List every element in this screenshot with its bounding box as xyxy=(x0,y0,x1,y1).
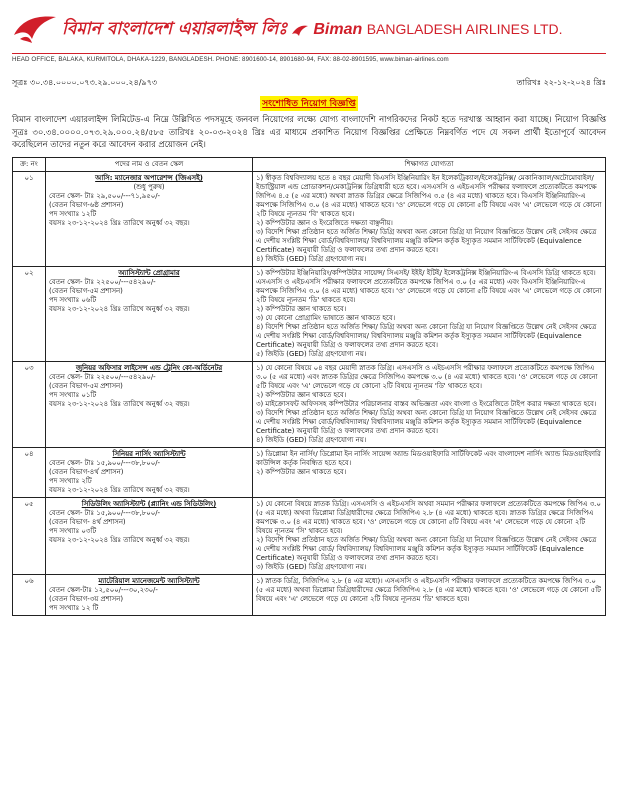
head-office-address: HEAD OFFICE, BALAKA, KURMITOLA, DHAKA-1229, BANGLADESH. PHONE: 8901600-14, 8901680-94, FAX: 88-02-8901595, www.biman-airlines.com xyxy=(12,53,606,63)
row-qualification xyxy=(253,361,606,447)
post-pay-scale: বেতন স্কেল- টাঃ ২২৫০০/---৫৪২৯০/- xyxy=(49,277,156,286)
row-qualification xyxy=(253,447,606,497)
post-age-limit: বয়সঃ ২৩-১২-২০২৪ খ্রিঃ তারিখে অনুর্ধ্ব ৩২ বছর। xyxy=(49,304,190,313)
brand-name-english-rest: BANGLADESH AIRLINES LTD. xyxy=(366,21,563,37)
post-subtitle: (শুধু পুরুষ) xyxy=(133,182,165,191)
row-qualification xyxy=(253,171,606,266)
post-pay-scale: বেতন স্কেল- টাঃ ১৫,৯০০/---৩৮,৮০০/- xyxy=(49,508,161,517)
post-pay-scale: বেতন স্কেল- টাঃ ২২৫০০/---৫৪২৯০/- xyxy=(49,372,156,381)
post-title: ম্যাটেরিয়াল ম্যানেজমেন্ট অ্যাসিস্ট্যান্ট xyxy=(98,576,200,585)
post-vacancy-count: পদ সংখ্যাঃ ২টি xyxy=(49,476,92,485)
row-serial: ০৬ xyxy=(13,574,46,615)
post-title: সিডিউলিং অ্যাসিস্ট্যান্ট (প্ল্যানিং এন্ড সিডিউলিং) xyxy=(81,499,217,508)
qualification-item: ২) কম্পিউটার জ্ঞান থাকতে হবে। xyxy=(256,467,347,476)
row-qualification xyxy=(253,574,606,615)
post-pay-grade: (বেতন বিভাগ-৬ষ্ঠ প্রশাসন) xyxy=(49,200,124,209)
header-serial: ক্র: নং xyxy=(13,157,46,171)
qualification-item: ৩) জিইডি (GED) ডিগ্রি গ্রহণযোগ্য নয়। xyxy=(256,562,367,571)
header-post-name: পদের নাম ও বেতন স্কেল xyxy=(46,157,253,171)
table-row xyxy=(13,574,606,615)
row-post-details xyxy=(46,171,253,266)
post-vacancy-count: পদ সংখ্যাঃ ০৩টি xyxy=(49,526,97,535)
title-wrapper xyxy=(12,91,606,111)
brand-name-bangla: বিমান বাংলাদেশ এয়ারলাইন্স লিঃ xyxy=(62,19,288,39)
post-vacancy-count: পদ সংখ্যাঃ ০৬টি xyxy=(49,295,97,304)
post-age-limit: বয়সঃ ২৩-১২-২০২৪ খ্রিঃ তারিখে অনুর্ধ্ব ৩২ বছর। xyxy=(49,399,190,408)
qualification-item: ১) স্বীকৃত বিশ্ববিদ্যালয় হতে ৪ বছর মেয়াদী বিএসসি ইঞ্জিনিয়ারিং ইন ইলেকট্রিক্যাল/ইলেকট্রনিক্স/ মেকানিক্যাল/অটোমোবাইল/ইন্ডাস্ট্রিয়াল এন্ড প্রোডাকশন/মেকাট্রনিক্স ডিগ্রিধারী হতে হবে। এসএসসি ও এইচএসসি পরীক্ষার ফলাফলে প্রত্যেকটিতে কমপক্ষে জিপিএ ৪.৫ (৫ এর মধ্যে) অথবা স্নাতক ডিগ্রির ক্ষেত্রে সিজিপিএ ৩.৫ (৪ এর মধ্যে) থাকতে হবে। বিএসসি ইঞ্জিনিয়ারিং-এ কমপক্ষে সিজিপিএ ৩.০ (৪ এর মধ্যে) থাকতে হবে। 'ও' লেভেলে গড়ে যে কোনো ৫টি বিষয়ে এবং 'এ' লেভেলে গড়ে যে কোনো ২টি বিষয়ে ন্যূনতম 'বি' থাকতে হবে। xyxy=(256,173,602,218)
table-row xyxy=(13,266,606,361)
post-pay-grade: (বেতন বিভাগ-৩য় প্রশাসন) xyxy=(49,594,124,603)
post-vacancy-count: পদ সংখ্যাঃ ১২ টি xyxy=(49,603,99,612)
row-serial: ০৩ xyxy=(13,361,46,447)
header-qualification: শিক্ষাগত যোগ্যতা xyxy=(253,157,606,171)
qualification-item: ৪) বিদেশি শিক্ষা প্রতিষ্ঠান হতে অর্জিত শিক্ষা/ ডিগ্রি অথবা অন্য কোনো ডিগ্রি যা নিয়োগ বিজ্ঞপ্তিতে উল্লেখ নেই সেইসব ক্ষেত্রে এ দেশীয় সংশ্লিষ্ট শিক্ষা বোর্ড/বিশ্ববিদ্যালয়/ বিশ্ববিদ্যালয় মঞ্জুরি কমিশন কর্তৃক ইস্যুকৃত সমমান সার্টিফিকেট (Equivalence Certificate) অনুযায়ী ডিগ্রি ও ফলাফলের তথ্য প্রদান করতে হবে। xyxy=(256,322,597,349)
qualification-item: ৩) যে কোনো প্রোগ্রামিং ভাষাতে জ্ঞান থাকতে হবে। xyxy=(256,313,396,322)
post-pay-grade: (বেতন বিভাগ-৫ম প্রশাসন) xyxy=(49,381,123,390)
post-vacancy-count: পদ সংখ্যাঃ ১২টি xyxy=(49,209,97,218)
post-pay-grade: (বেতন বিভাগ-৫ম প্রশাসন) xyxy=(49,286,123,295)
post-pay-scale: বেতন স্কেল-টাঃ ১২,৫০০/---৩০,২৩০/- xyxy=(49,585,158,594)
qualification-item: ৫) জিইডি (GED) ডিগ্রি গ্রহণযোগ্য নয়। xyxy=(256,349,367,358)
table-row xyxy=(13,361,606,447)
qualification-item: ২) বিদেশি শিক্ষা প্রতিষ্ঠান হতে অর্জিত শিক্ষা/ ডিগ্রি অথবা অন্য কোনো ডিগ্রি যা নিয়োগ বিজ্ঞপ্তিতে উল্লেখ নেই সেইসব ক্ষেত্রে এ দেশীয় সংশ্লিষ্ট শিক্ষা বোর্ড/ বিশ্ববিদ্যালয়/ বিশ্ববিদ্যালয় মঞ্জুরি কমিশন কর্তৃক ইস্যুকৃত সমমান সার্টিফিকেট (Equivalence Certificate) অনুযায়ী ডিগ্রি ও ফলাফলের তথ্য প্রদান করতে হবে। xyxy=(256,535,597,562)
row-post-details xyxy=(46,361,253,447)
row-post-details xyxy=(46,266,253,361)
post-age-limit: বয়সঃ ২৩-১২-২০২৪ খ্রিঃ তারিখে অনুর্ধ্ব ৩২ বছর। xyxy=(49,485,190,494)
qualification-item: ৩) বিদেশি শিক্ষা প্রতিষ্ঠান হতে অর্জিত শিক্ষা/ ডিগ্রি অথবা অন্য কোনো ডিগ্রি যা নিয়োগ বিজ্ঞপ্তিতে উল্লেখ নেই সেইসব ক্ষেত্রে এ দেশীয় সংশ্লিষ্ট শিক্ষা বোর্ড/বিশ্ববিদ্যালয়/ বিশ্ববিদ্যালয় মঞ্জুরি কমিশন কর্তৃক ইস্যুকৃত সমমান সার্টিফিকেট (Equivalence Certificate) অনুযায়ী ডিগ্রি ও ফলাফলের তথ্য প্রদান করতে হবে। xyxy=(256,408,597,435)
qualification-item: ৩) বিদেশি শিক্ষা প্রতিষ্ঠান হতে অর্জিত শিক্ষা/ ডিগ্রি অথবা অন্য কোনো ডিগ্রি যা নিয়োগ বিজ্ঞপ্তিতে উল্লেখ নেই সেইসব ক্ষেত্রে এ দেশীয় সংশ্লিষ্ট শিক্ষা বোর্ড/বিশ্ববিদ্যালয়/ বিশ্ববিদ্যালয় মঞ্জুরি কমিশন কর্তৃক ইস্যুকৃত সমমান সার্টিফিকেট (Equivalence Certificate) অনুযায়ী ডিগ্রি ও ফলাফলের তথ্য প্রদান করতে হবে। xyxy=(256,227,597,254)
post-pay-grade: (বেতন বিভাগ- ৪র্থ প্রশাসন) xyxy=(49,517,126,526)
posts-table xyxy=(12,157,606,616)
post-pay-scale: বেতন স্কেল- টাঃ ১৫,৯০০/---৩৮,৮০০/- xyxy=(49,458,161,467)
qualification-item: ২) কম্পিউটার জ্ঞান থাকতে হবে। xyxy=(256,304,347,313)
post-age-limit: বয়সঃ ২৩-১২-২০২৪ খ্রিঃ তারিখে অনুর্ধ্ব ৩২ বছর। xyxy=(49,218,190,227)
brand-name-english-bold: Biman xyxy=(313,21,363,38)
intro-paragraph: বিমান বাংলাদেশ এয়ারলাইন্স লিমিটেড-এ নিম্নে উল্লিখিত পদসমূহে জনবল নিয়োগের লক্ষ্যে যোগ্য বাংলাদেশি নাগরিকদের নিকট হতে দরখাস্ত আহ্বান করা যাচ্ছে। নিয়োগ বিজ্ঞপ্তি সূত্রঃ ৩০.৩৪.০০০০.০৭৩.২৯.০০০.২৪/৫৮৫ তারিখঃ ২০-০৩-২০২৪ খ্রিঃ এর মাধ্যমে প্রকাশিত নিয়োগ বিজ্ঞপ্তির প্রেক্ষিতে নিম্নবর্ণিত পদে যে সকল প্রার্থী ইতোপূর্বে আবেদন করেছিলেন তাদের নতুন করে আবেদন করার প্রয়োজন নেই। xyxy=(12,114,606,149)
row-post-details xyxy=(46,447,253,497)
table-row xyxy=(13,497,606,574)
biman-logo-icon xyxy=(12,13,58,47)
notice-date: তারিখঃ ২২-১২-২০২৪ খ্রিঃ xyxy=(516,78,606,87)
qualification-item: ২) কম্পিউটার জ্ঞান ও ইংরেজিতে দক্ষতা বাঞ্ছনীয়। xyxy=(256,218,393,227)
qualification-item: ১) যে কোনো বিষয়ে ০৪ বছর মেয়াদী স্নাতক ডিগ্রি। এসএসসি ও এইচএসসি পরীক্ষার ফলাফলে প্রত্যেকটিতে কমপক্ষে জিপিএ ৩.০ (৫ এর মধ্যে) এবং স্নাতক ডিগ্রির ক্ষেত্রে সিজিপিএ কমপক্ষে ৩.০ (৪ এর মধ্যে) থাকতে হবে। 'ও' লেভেলে গড়ে যে কোনো ৫টি বিষয়ে এবং 'এ' লেভেলে গড়ে যে কোনো ২টি বিষয়ে ন্যূনতম 'ডি' থাকতে হবে। xyxy=(256,363,598,390)
qualification-item: ৪) জিইডি (GED) ডিগ্রি গ্রহণযোগ্য নয়। xyxy=(256,435,367,444)
post-title: আসি: ম্যানেজার অপারেশন্স (জিএসই) xyxy=(95,173,203,182)
brand-separator-icon xyxy=(291,23,309,37)
post-title: জুনিয়র অফিসার লাইসেন্স এন্ড ট্রেনিং কো-অর্ডিনেটর xyxy=(75,363,223,372)
qualification-item: ১) যে কোনো বিষয়ে স্নাতক ডিগ্রি। এসএসসি ও এইচএসসি অথবা সমমান পরীক্ষার ফলাফলে প্রত্যেকটিতে কমপক্ষে জিপিএ ৩.০ (৫ এর মধ্যে) অথবা ডিপ্লোমা ডিগ্রিধারীদের ক্ষেত্রে সিজিপিএ ২.৮ (৪ এর মধ্যে) থাকতে হবে। স্নাতক ডিগ্রির ক্ষেত্রে সিজিপিএ কমপক্ষে ৩.০ (৪ এর মধ্যে) থাকতে হবে। 'ও' লেভেলে গড়ে যে কোনো ৫টি বিষয়ে এবং 'এ' লেভেলে গড়ে যে কোনো ২টি বিষয়ে ন্যূনতম 'সি' থাকতে হবে। xyxy=(256,499,601,535)
row-qualification xyxy=(253,497,606,574)
qualification-item: ৩) মাইক্রোসফট অফিসসহ কম্পিউটার পরিচালনার বাস্তব অভিজ্ঞতা এবং বাংলা ও ইংরেজিতে টাইপ করার দক্ষতা থাকতে হবে। xyxy=(256,399,597,408)
qualification-item: ১) স্নাতক ডিগ্রি, সিজিপিএ ২.৮ (৪ এর মধ্যে)। এসএসসি ও এইচএসসি পরীক্ষার ফলাফলে প্রত্যেকটিতে কমপক্ষে জিপিএ ৩.০ (৫ এর মধ্যে) অথবা ডিপ্লোমা ডিগ্রিধারীদের ক্ষেত্রে সিজিপিএ ২.৮ (৪ এর মধ্যে) থাকতে হবে। 'ও' লেভেলে গড়ে যে কোনো ৫টি বিষয়ে এবং 'এ' লেভেলে গড়ে যে কোনো ২টি বিষয়ে ন্যূনতম 'ডি' থাকতে হবে। xyxy=(256,576,601,603)
brand-name-english xyxy=(313,21,562,39)
row-serial: ০২ xyxy=(13,266,46,361)
post-title: অ্যাসিস্ট্যান্ট প্রোগ্রামার xyxy=(118,268,180,277)
row-serial: ০১ xyxy=(13,171,46,266)
notice-title: সংশোধিত নিয়োগ বিজ্ঞপ্তি xyxy=(260,96,358,111)
memo-number: সূত্রঃ ৩০.৩৪.০০০০.০৭৩.২৯.০০০.২৪/৯৭৩ xyxy=(12,78,158,87)
letterhead xyxy=(12,8,606,52)
post-pay-scale: বেতন স্কেল- টাঃ ২৯,৫০০/---৭১,৯৫০/- xyxy=(49,191,161,200)
post-vacancy-count: পদ সংখ্যাঃ ০১টি xyxy=(49,390,97,399)
row-qualification xyxy=(253,266,606,361)
table-row xyxy=(13,447,606,497)
qualification-item: ১) ডিপ্লোমা ইন নার্সিং/ ডিপ্লোমা ইন নার্সিং সায়েন্স অ্যান্ড মিডওয়াইফারি সার্টিফিকেট এবং বাংলাদেশ নার্সিং অ্যান্ড মিডওয়াইফারি কাউন্সিল কর্তৃক নিবন্ধিত হতে হবে। xyxy=(256,449,601,467)
row-serial: ০৫ xyxy=(13,497,46,574)
post-pay-grade: (বেতন বিভাগ-৪র্থ প্রশাসন) xyxy=(49,467,124,476)
post-title: সিনিয়র নার্সিং অ্যাসিস্ট্যান্ট xyxy=(112,449,186,458)
table-row xyxy=(13,171,606,266)
qualification-item: ৪) জিইডি (GED) ডিগ্রি গ্রহণযোগ্য নয়। xyxy=(256,254,367,263)
table-header-row xyxy=(13,157,606,171)
reference-line xyxy=(12,77,606,90)
qualification-item: ১) কম্পিউটার ইঞ্জিনিয়ারিং/কম্পিউটার সায়েন্স/ সিএসই/ ইইই/ ইটিই/ ইলেকট্রনিক্স ইঞ্জিনিয়ারিং-এ বিএসসি ডিগ্রি থাকতে হবে। এসএসসি ও এইচএসসি পরীক্ষার ফলাফলে প্রত্যেকটিতে কমপক্ষে জিপিএ ৩.০ (৫ এর মধ্যে) এবং বিএসসি ইঞ্জিনিয়ারিং-এ কমপক্ষে সিজিপিএ ৩.০ (৪ এর মধ্যে) থাকতে হবে। 'ও' লেভেলে গড়ে যে কোনো ৫টি বিষয়ে এবং 'এ' লেভেলে গড়ে যে কোনো ২টি বিষয়ে ন্যূনতম 'ডি' থাকতে হবে। xyxy=(256,268,602,304)
row-serial: ০৪ xyxy=(13,447,46,497)
row-post-details xyxy=(46,497,253,574)
row-post-details xyxy=(46,574,253,615)
qualification-item: ২) কম্পিউটার জ্ঞান থাকতে হবে। xyxy=(256,390,347,399)
post-age-limit: বয়সঃ ২৩-১২-২০২৪ খ্রিঃ তারিখে অনুর্ধ্ব ৩২ বছর। xyxy=(49,535,190,544)
